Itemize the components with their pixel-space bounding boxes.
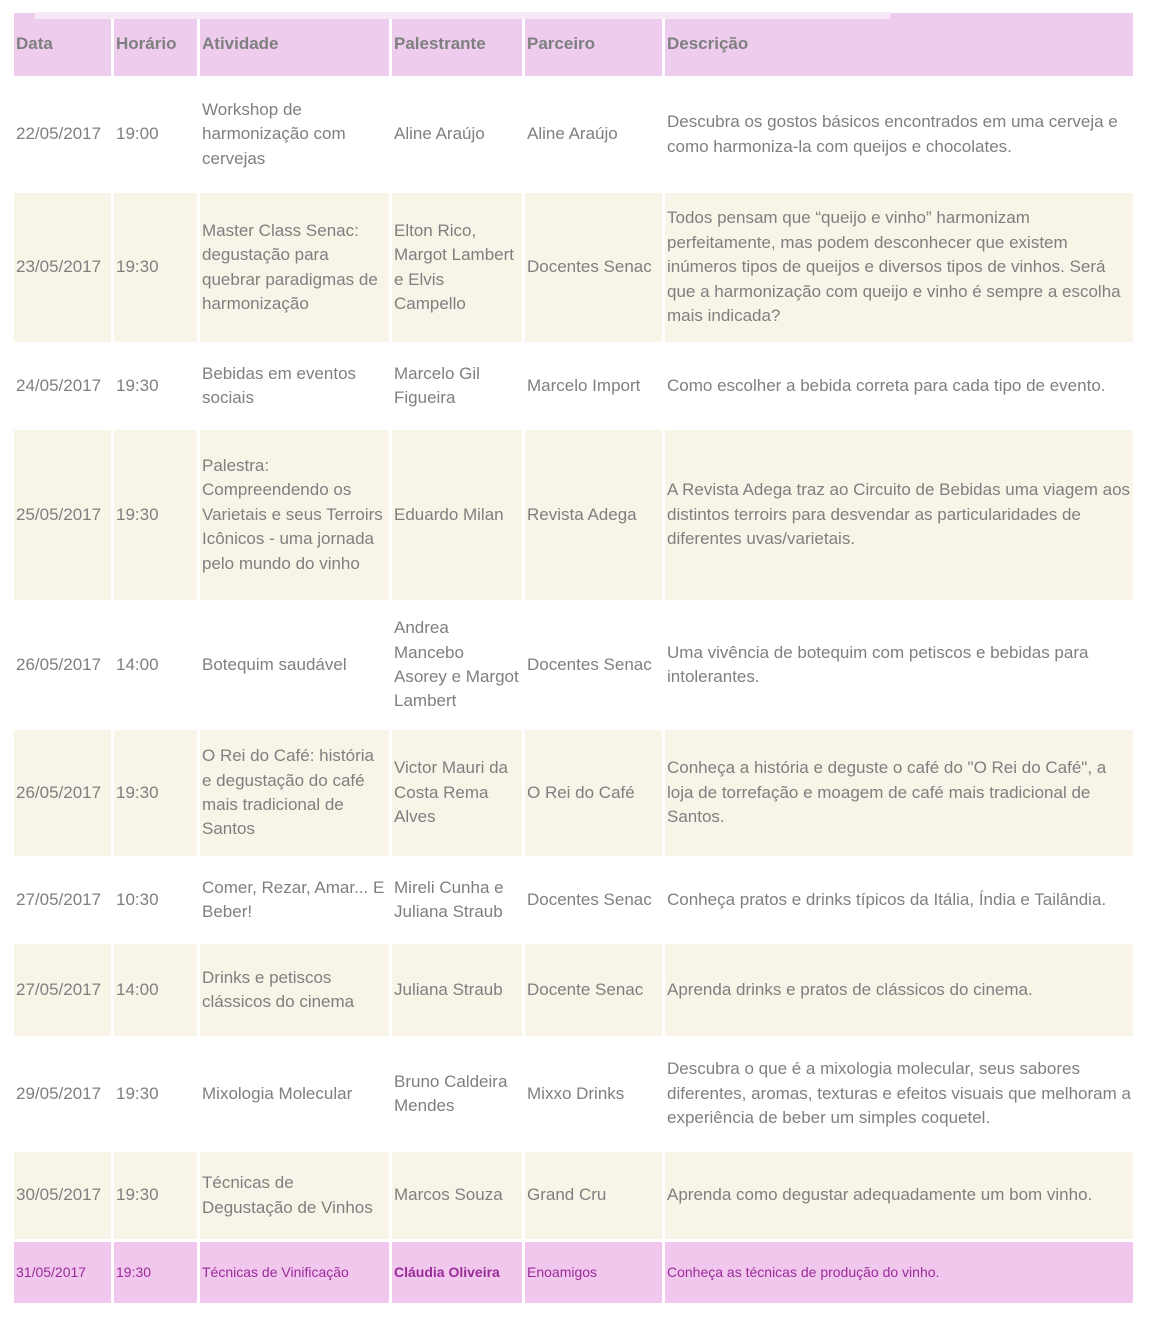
cell-palestrante: Elton Rico, Margot Lambert e Elvis Campello (392, 193, 522, 342)
cell-parceiro: O Rei do Café (525, 730, 662, 856)
cell-descricao: Todos pensam que “queijo e vinho” harmonizam perfeitamente, mas podem desconhecer que existem inúmeros tipos de queijos e diversos tipos de vinhos. Será que a harmonização com queijo e vinho é sempre a escolha mais indicada? (665, 193, 1133, 342)
cell-palestrante: Bruno Caldeira Mendes (392, 1039, 522, 1149)
cell-horario: 19:30 (114, 193, 197, 342)
cell-data: 22/05/2017 (14, 79, 111, 190)
cell-horario: 14:00 (114, 944, 197, 1036)
cell-horario: 10:30 (114, 859, 197, 941)
cell-atividade: Mixologia Molecular (200, 1039, 389, 1149)
cell-atividade: Comer, Rezar, Amar... E Beber! (200, 859, 389, 941)
cell-atividade: Drinks e petiscos clássicos do cinema (200, 944, 389, 1036)
cell-horario: 19:30 (114, 345, 197, 427)
cell-data: 25/05/2017 (14, 430, 111, 600)
cell-palestrante: Marcelo Gil Figueira (392, 345, 522, 427)
cell-descricao: Conheça a história e deguste o café do "O Rei do Café", a loja de torrefação e moagem de café mais tradicional de Santos. (665, 730, 1133, 856)
table-row (14, 859, 1133, 941)
cell-palestrante: Victor Mauri da Costa Rema Alves (392, 730, 522, 856)
column-header-data: Data (14, 13, 111, 76)
cell-horario: 19:30 (114, 1039, 197, 1149)
cell-parceiro: Revista Adega (525, 430, 662, 600)
schedule-table (11, 10, 1136, 1306)
column-header-horario: Horário (114, 13, 197, 76)
cell-atividade: Palestra: Compreendendo os Varietais e seus Terroirs Icônicos - uma jornada pelo mundo do vinho (200, 430, 389, 600)
top-accent-strip (35, 12, 890, 19)
cell-atividade: Técnicas de Degustação de Vinhos (200, 1152, 389, 1239)
table-row (14, 944, 1133, 1036)
table-row (14, 1242, 1133, 1303)
cell-data: 23/05/2017 (14, 193, 111, 342)
cell-atividade: Botequim saudável (200, 603, 389, 727)
cell-palestrante: Cláudia Oliveira (392, 1242, 522, 1303)
cell-data: 29/05/2017 (14, 1039, 111, 1149)
cell-descricao: Conheça pratos e drinks típicos da Itália, Índia e Tailândia. (665, 859, 1133, 941)
cell-parceiro: Marcelo Import (525, 345, 662, 427)
cell-horario: 14:00 (114, 603, 197, 727)
cell-horario: 19:30 (114, 730, 197, 856)
cell-descricao: A Revista Adega traz ao Circuito de Bebidas uma viagem aos distintos terroirs para desvendar as particularidades de diferentes uvas/varietais. (665, 430, 1133, 600)
cell-atividade: Workshop de harmonização com cervejas (200, 79, 389, 190)
column-header-palestrante: Palestrante (392, 13, 522, 76)
cell-palestrante: Eduardo Milan (392, 430, 522, 600)
cell-descricao: Conheça as técnicas de produção do vinho. (665, 1242, 1133, 1303)
cell-data: 26/05/2017 (14, 730, 111, 856)
cell-descricao: Aprenda como degustar adequadamente um bom vinho. (665, 1152, 1133, 1239)
cell-parceiro: Enoamigos (525, 1242, 662, 1303)
table-row (14, 730, 1133, 856)
cell-palestrante: Aline Araújo (392, 79, 522, 190)
column-header-descricao: Descrição (665, 13, 1133, 76)
cell-descricao: Uma vivência de botequim com petiscos e bebidas para intolerantes. (665, 603, 1133, 727)
table-row (14, 430, 1133, 600)
cell-atividade: Master Class Senac: degustação para quebrar paradigmas de harmonização (200, 193, 389, 342)
cell-palestrante: Marcos Souza (392, 1152, 522, 1239)
cell-horario: 19:30 (114, 1242, 197, 1303)
cell-horario: 19:30 (114, 1152, 197, 1239)
cell-descricao: Descubra o que é a mixologia molecular, seus sabores diferentes, aromas, texturas e efeitos visuais que melhoram a experiência de beber um simples coquetel. (665, 1039, 1133, 1149)
cell-horario: 19:00 (114, 79, 197, 190)
cell-data: 26/05/2017 (14, 603, 111, 727)
cell-data: 27/05/2017 (14, 944, 111, 1036)
table-row (14, 79, 1133, 190)
cell-descricao: Aprenda drinks e pratos de clássicos do cinema. (665, 944, 1133, 1036)
cell-parceiro: Docentes Senac (525, 603, 662, 727)
cell-parceiro: Docente Senac (525, 944, 662, 1036)
cell-descricao: Descubra os gostos básicos encontrados em uma cerveja e como harmoniza-la com queijos e chocolates. (665, 79, 1133, 190)
header-row (14, 13, 1133, 76)
column-header-parceiro: Parceiro (525, 13, 662, 76)
cell-parceiro: Mixxo Drinks (525, 1039, 662, 1149)
table-row (14, 345, 1133, 427)
cell-data: 31/05/2017 (14, 1242, 111, 1303)
cell-parceiro: Aline Araújo (525, 79, 662, 190)
cell-horario: 19:30 (114, 430, 197, 600)
table-body (14, 79, 1133, 1303)
cell-data: 24/05/2017 (14, 345, 111, 427)
cell-parceiro: Docentes Senac (525, 859, 662, 941)
cell-palestrante: Andrea Mancebo Asorey e Margot Lambert (392, 603, 522, 727)
cell-parceiro: Docentes Senac (525, 193, 662, 342)
table-row (14, 1152, 1133, 1239)
cell-data: 30/05/2017 (14, 1152, 111, 1239)
cell-parceiro: Grand Cru (525, 1152, 662, 1239)
table-header (14, 13, 1133, 76)
column-header-atividade: Atividade (200, 13, 389, 76)
cell-data: 27/05/2017 (14, 859, 111, 941)
cell-atividade: O Rei do Café: história e degustação do café mais tradicional de Santos (200, 730, 389, 856)
cell-palestrante: Mireli Cunha e Juliana Straub (392, 859, 522, 941)
cell-atividade: Bebidas em eventos sociais (200, 345, 389, 427)
table-row (14, 603, 1133, 727)
table-row (14, 1039, 1133, 1149)
cell-atividade: Técnicas de Vinificação (200, 1242, 389, 1303)
cell-descricao: Como escolher a bebida correta para cada tipo de evento. (665, 345, 1133, 427)
table-row (14, 193, 1133, 342)
cell-palestrante: Juliana Straub (392, 944, 522, 1036)
